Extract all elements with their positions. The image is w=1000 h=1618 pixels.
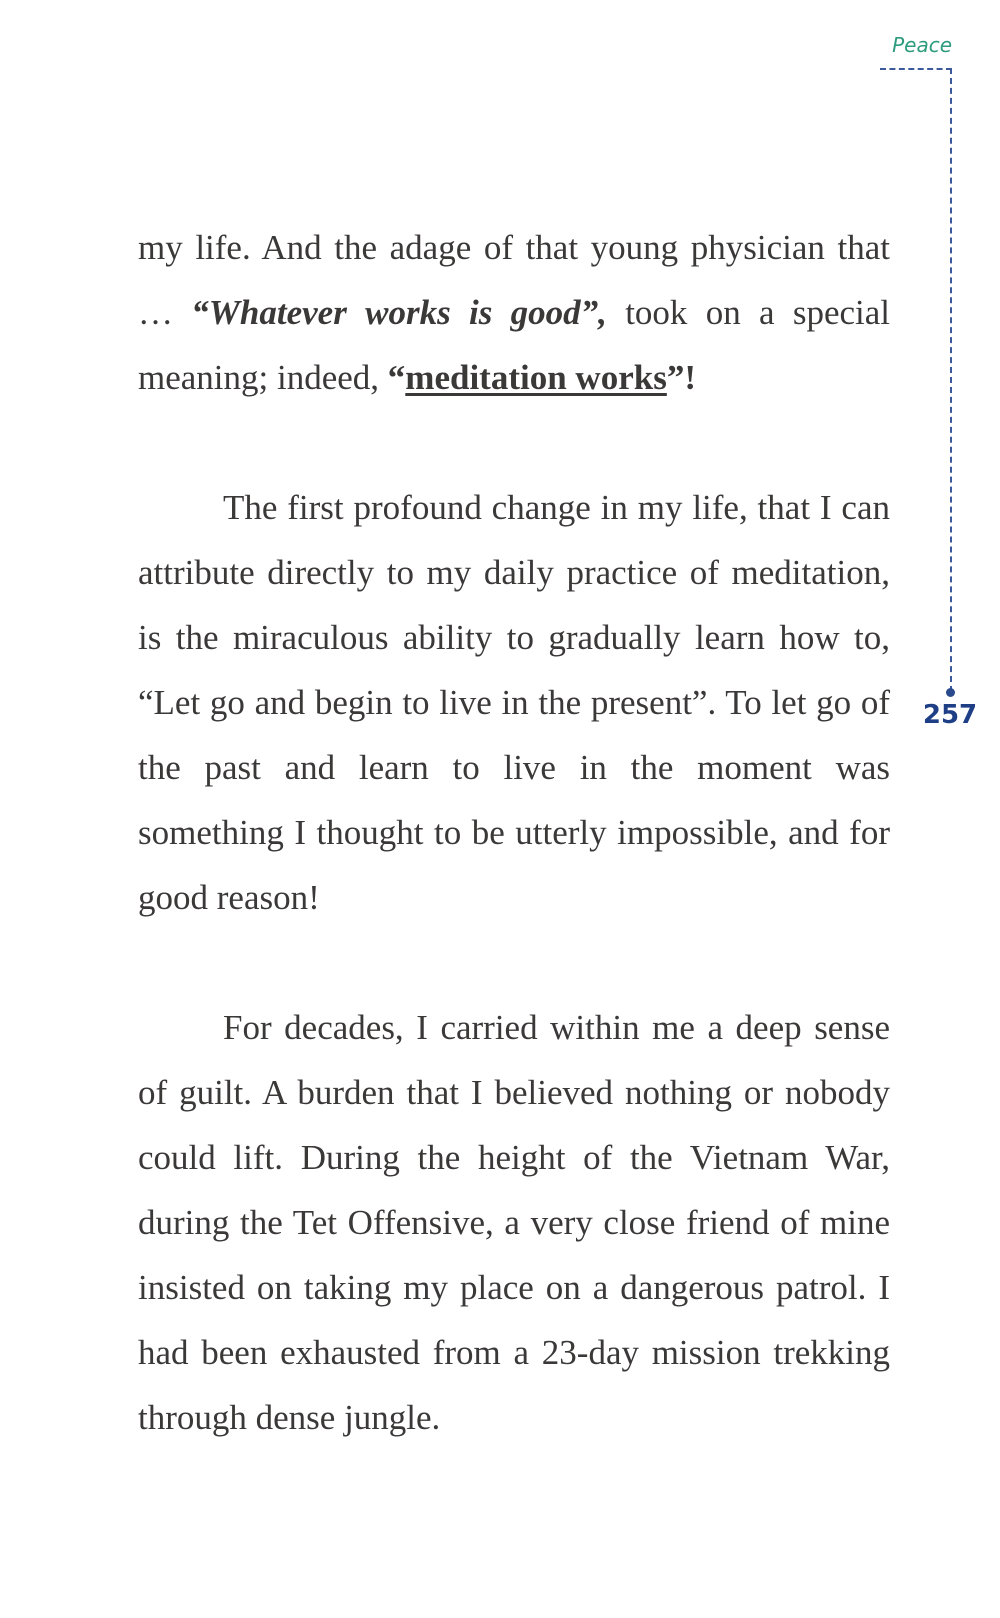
paragraph-3: For decades, I carried within me a deep sense of guilt. A burden that I believed nothing or nobody could lift. During the height of the Vietnam War, during the Tet Offensive, a very close friend of mine insisted on taking my place on a dangerous patrol. I had been exhausted from a 23-day mission trekking through dense jungle. [138, 1008, 890, 1437]
open-quote: “ [387, 358, 406, 397]
page-marker-dot [946, 688, 955, 697]
header-dashed-rule [880, 68, 952, 70]
running-header-title: Peace [892, 33, 952, 57]
paragraph-spacer [138, 930, 890, 995]
page-number: 257 [922, 700, 978, 730]
close-quote: ”! [666, 358, 696, 397]
paragraph-1 [138, 215, 890, 410]
paragraph-spacer [138, 410, 890, 475]
paragraph-1-text: my life. And the adage of that young physician that … [138, 228, 890, 332]
body-text [138, 215, 890, 1450]
emphasis-meditation-works: meditation works [405, 358, 667, 397]
paragraph-2: The first profound change in my life, that I can attribute directly to my daily practice of meditation, is the miraculous ability to gradually learn how to, “Let go and begin to live in the present”. To let go of the past and learn to live in the moment was something I thought to be utterly impossible, and for good reason! [138, 488, 890, 917]
margin-dashed-line [950, 68, 952, 692]
quoted-adage: “Whatever works is good”, [191, 293, 607, 332]
paragraph-1-middle: took on a special meaning; indeed, [138, 293, 891, 397]
